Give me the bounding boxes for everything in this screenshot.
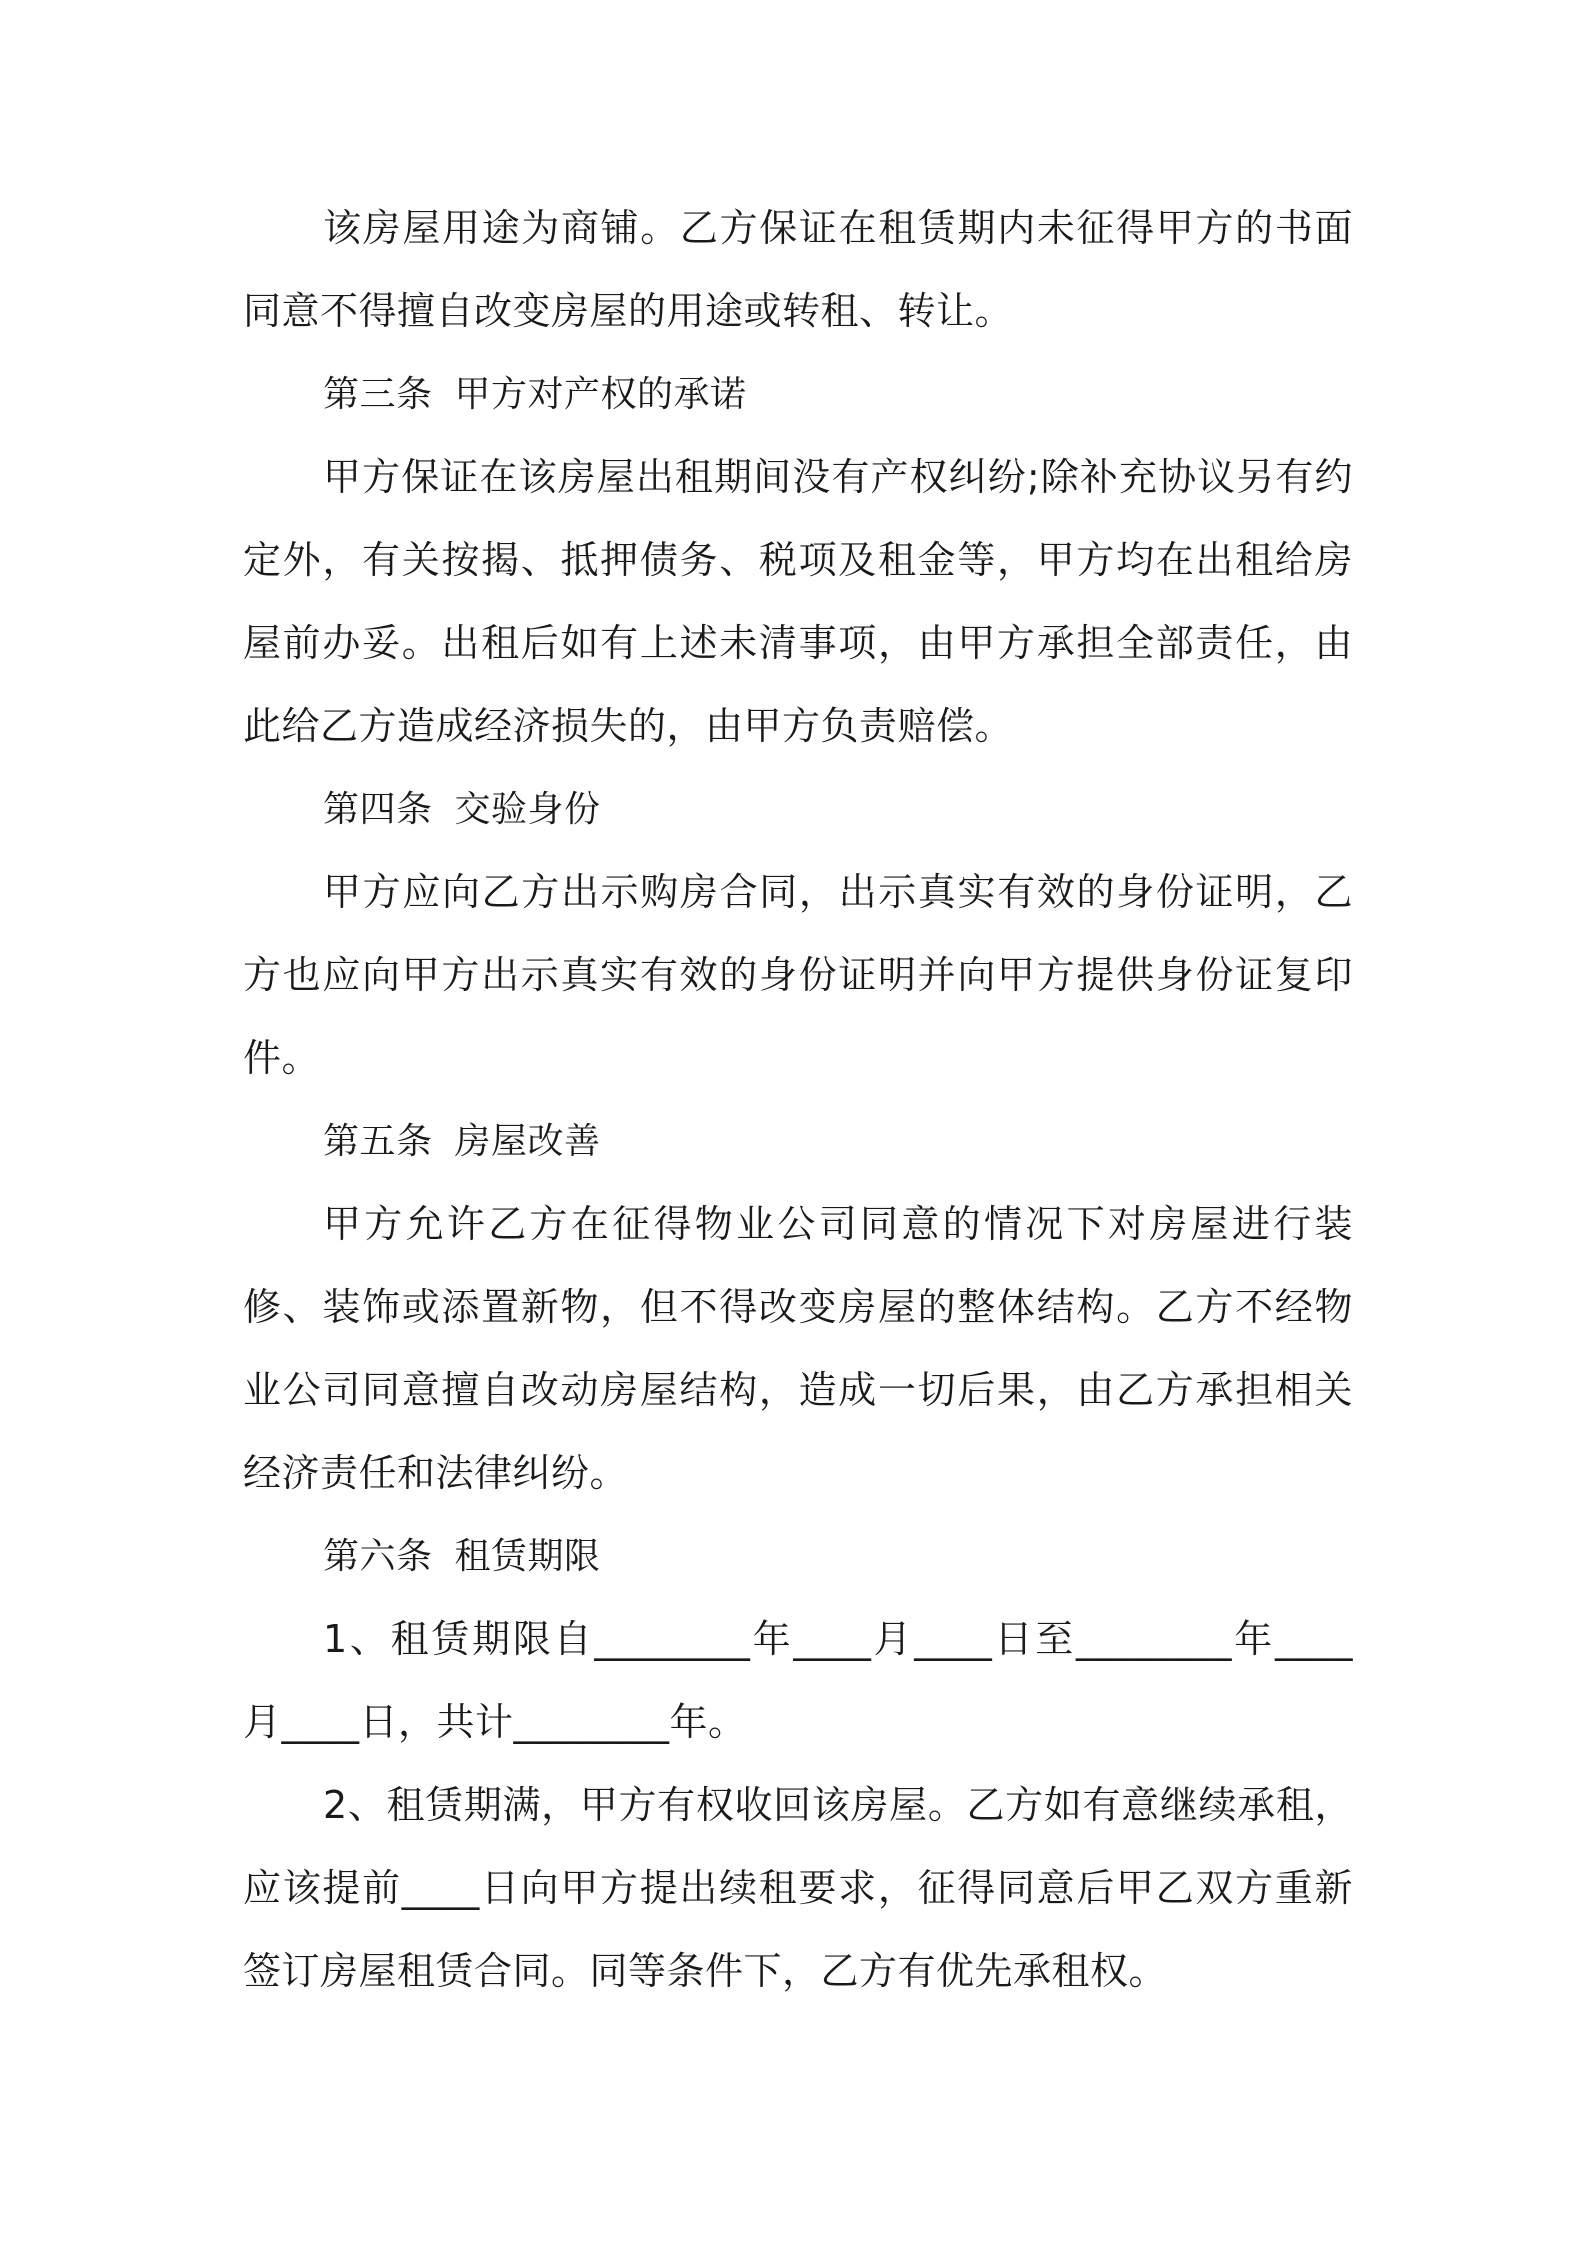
article-5-number: 第五条: [323, 1121, 433, 1162]
article-5-body-block: [243, 1183, 1353, 1515]
article-6-heading: [243, 1515, 1353, 1598]
article-6-item-1: 1、租赁期限自________年____月____日至________年____月____日，共计________年。: [243, 1617, 1353, 1744]
usage-paragraph-block: [243, 187, 1353, 353]
article-4-title: 交验身份: [454, 789, 601, 830]
article-6-item-2: 2、租赁期满，甲方有权收回该房屋。乙方如有意继续承租，应该提前____日向甲方提出续租要求，征得同意后甲乙双方重新签订房屋租赁合同。同等条件下，乙方有优先承租权。: [243, 1783, 1353, 1993]
article-5-title: 房屋改善: [454, 1121, 601, 1162]
article-6-item-1-block: [243, 1598, 1353, 1764]
article-4-heading: [243, 768, 1353, 851]
article-3-number: 第三条: [323, 374, 433, 415]
article-3-title: 甲方对产权的承诺: [454, 374, 747, 415]
article-5-heading-block: [243, 1100, 1353, 1183]
article-4-heading-block: [243, 768, 1353, 851]
article-3-body: 甲方保证在该房屋出租期间没有产权纠纷;除补充协议另有约定外，有关按揭、抵押债务、税项及租金等，甲方均在出租给房屋前办妥。出租后如有上述未清事项，由甲方承担全部责任，由此给乙方造成经济损失的，由甲方负责赔偿。: [243, 455, 1353, 748]
article-6-heading-block: [243, 1515, 1353, 1598]
article-3-heading-block: [243, 353, 1353, 436]
article-6-item-2-block: [243, 1764, 1353, 2013]
article-4-number: 第四条: [323, 789, 433, 830]
article-3-heading: [243, 353, 1353, 436]
article-4-body: 甲方应向乙方出示购房合同，出示真实有效的身份证明，乙方也应向甲方出示真实有效的身份证明并向甲方提供身份证复印件。: [243, 870, 1353, 1080]
usage-paragraph: 该房屋用途为商铺。乙方保证在租赁期内未征得甲方的书面同意不得擅自改变房屋的用途或转租、转让。: [243, 206, 1353, 333]
article-4-body-block: [243, 851, 1353, 1100]
article-6-title: 租赁期限: [454, 1536, 601, 1577]
article-6-number: 第六条: [323, 1536, 433, 1577]
article-5-heading: [243, 1100, 1353, 1183]
article-3-body-block: [243, 436, 1353, 768]
article-5-body: 甲方允许乙方在征得物业公司同意的情况下对房屋进行装修、装饰或添置新物，但不得改变房屋的整体结构。乙方不经物业公司同意擅自改动房屋结构，造成一切后果，由乙方承担相关经济责任和法律纠纷。: [243, 1202, 1353, 1495]
